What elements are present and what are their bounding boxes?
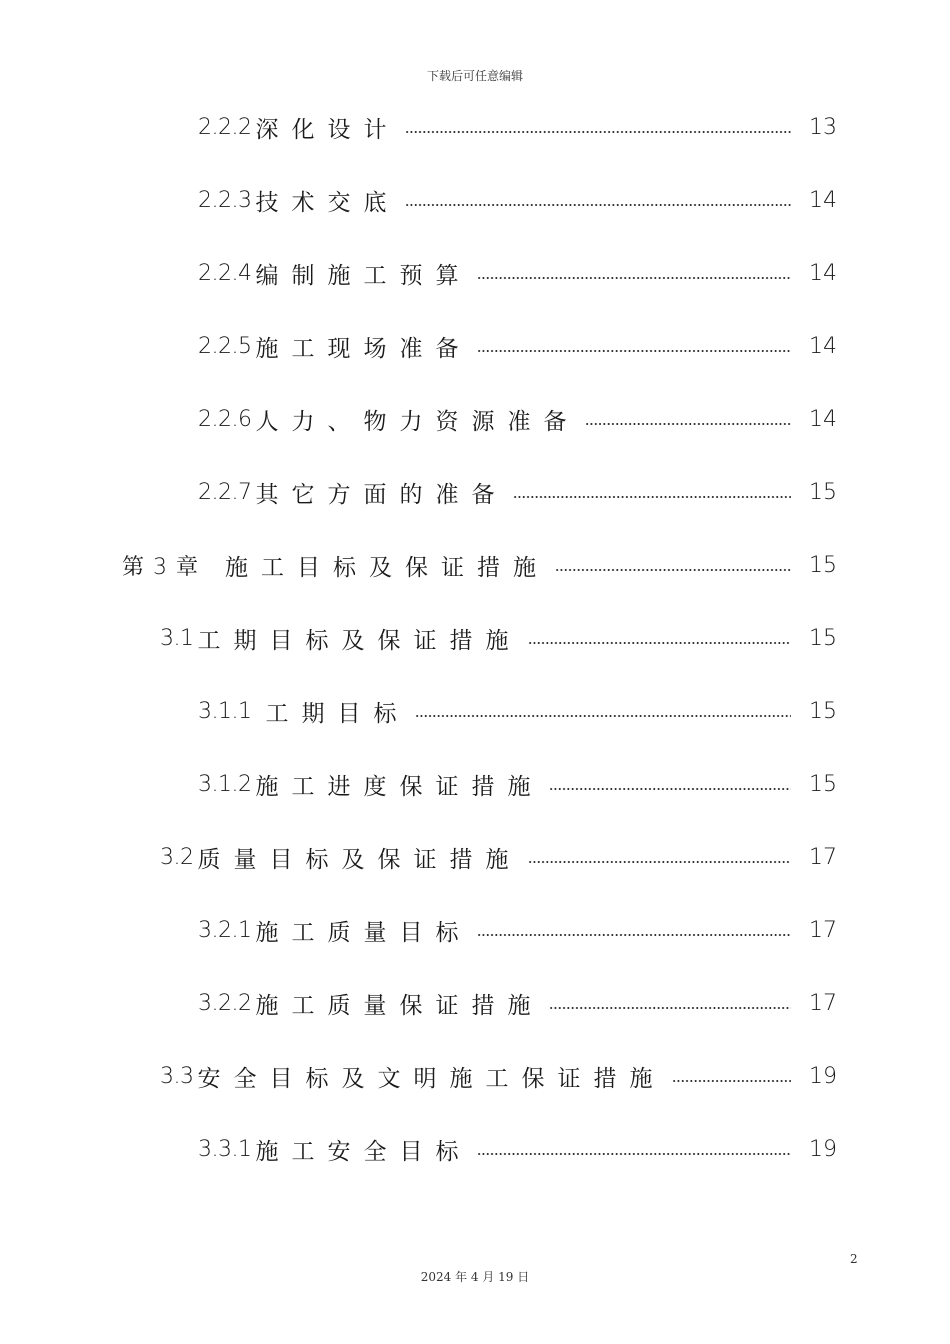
- toc-entry-3-1[interactable]: [160, 618, 835, 658]
- toc-entry-page: 19: [809, 1063, 837, 1089]
- toc-entry-number: 3.2: [160, 844, 194, 870]
- toc-entry-title: 施工进度保证措施: [255, 773, 544, 800]
- toc-entry-title: 工期目标及保证措施: [197, 627, 522, 654]
- toc-entry-3-1-1[interactable]: [198, 691, 835, 731]
- toc-leader-dots: [405, 203, 791, 207]
- toc-entry-number: 2.2.6: [198, 406, 252, 432]
- toc-leader-dots: [405, 130, 791, 134]
- toc-entry-page: 15: [809, 698, 837, 724]
- toc-leader-dots: [513, 495, 791, 499]
- toc-entry-title: 其它方面的准备: [255, 481, 508, 508]
- toc-leader-dots: [477, 276, 791, 280]
- toc-entry-number: 3.2.2: [198, 990, 252, 1016]
- toc-leader-dots: [528, 860, 792, 864]
- footer-date: 2024 年 4 月 19 日: [420, 1270, 530, 1284]
- toc-entry-title: 技术交底: [255, 189, 400, 216]
- toc-entry-number: 2.2.5: [198, 333, 252, 359]
- toc-entry-3-3-1[interactable]: [198, 1129, 835, 1169]
- toc-entry-number: 2.2.7: [198, 479, 252, 505]
- toc-entry-page: 17: [809, 917, 837, 943]
- toc-entry-number: 3.1.2: [198, 771, 252, 797]
- toc-entry-3-3[interactable]: [160, 1056, 835, 1096]
- toc-entry-3-2-2[interactable]: [198, 983, 835, 1023]
- toc-leader-dots: [672, 1079, 792, 1083]
- toc-entry-title: 施工质量目标: [255, 919, 472, 946]
- toc-entry-page: 14: [809, 260, 837, 286]
- toc-entry-2-2-5[interactable]: [198, 326, 835, 366]
- toc-leader-dots: [415, 714, 791, 718]
- header-note: 下载后可任意编辑: [426, 69, 523, 83]
- toc-entry-title: 深化设计: [255, 116, 400, 143]
- toc-entry-number: 3.3.1: [198, 1136, 252, 1162]
- toc-entry-2-2-6[interactable]: [198, 399, 835, 439]
- toc-leader-dots: [585, 422, 791, 426]
- toc-entry-page: 19: [809, 1136, 837, 1162]
- toc-entry-2-2-2[interactable]: [198, 107, 835, 147]
- toc-entry-page: 14: [809, 333, 837, 359]
- toc-entry-page: 17: [809, 990, 837, 1016]
- toc-entry-number: 3.1.1: [198, 698, 252, 724]
- toc-entry-2-2-4[interactable]: [198, 253, 835, 293]
- toc-leader-dots: [549, 1006, 791, 1010]
- toc-entry-3-1-2[interactable]: [198, 764, 835, 804]
- toc-entry-title: 安全目标及文明施工保证措施: [197, 1065, 666, 1092]
- toc-entry-2-2-3[interactable]: [198, 180, 835, 220]
- toc-entry-page: 17: [809, 844, 837, 870]
- toc-entry-2-2-7[interactable]: [198, 472, 835, 512]
- toc-entry-number: 第 3 章: [122, 554, 199, 580]
- toc-leader-dots: [477, 1152, 791, 1156]
- toc-entry-page: 14: [809, 187, 837, 213]
- toc-entry-title: 施工目标及保证措施: [224, 554, 549, 581]
- toc-entry-number: 2.2.3: [198, 187, 252, 213]
- toc-entry-number: 2.2.2: [198, 114, 252, 140]
- toc-entry-page: 15: [809, 771, 837, 797]
- toc-entry-title: 施工安全目标: [255, 1138, 472, 1165]
- toc-entry-title: 编制施工预算: [255, 262, 472, 289]
- toc-entry-page: 15: [809, 552, 837, 578]
- toc-entry-title: 施工现场准备: [255, 335, 472, 362]
- toc-entry-3-2[interactable]: [160, 837, 835, 877]
- toc-entry-number: 3.1: [160, 625, 194, 651]
- toc-entry-chapter-3[interactable]: [122, 545, 835, 585]
- toc-entry-page: 14: [809, 406, 837, 432]
- toc-leader-dots: [549, 787, 791, 791]
- toc-entry-number: 2.2.4: [198, 260, 252, 286]
- toc-entry-number: 3.2.1: [198, 917, 252, 943]
- toc-entry-title: 质量目标及保证措施: [197, 846, 522, 873]
- page-number: 2: [850, 1252, 858, 1266]
- toc-entry-3-2-1[interactable]: [198, 910, 835, 950]
- toc-leader-dots: [477, 349, 791, 353]
- toc-leader-dots: [528, 641, 792, 645]
- toc-entry-page: 15: [809, 625, 837, 651]
- toc-entry-title: 人力、物力资源准备: [255, 408, 580, 435]
- toc-entry-title: 施工质量保证措施: [255, 992, 544, 1019]
- toc-leader-dots: [477, 933, 791, 937]
- toc-entry-title: 工期目标: [265, 700, 410, 727]
- toc-leader-dots: [555, 568, 791, 572]
- toc-entry-page: 15: [809, 479, 837, 505]
- toc-entry-page: 13: [809, 114, 837, 140]
- toc-entry-number: 3.3: [160, 1063, 194, 1089]
